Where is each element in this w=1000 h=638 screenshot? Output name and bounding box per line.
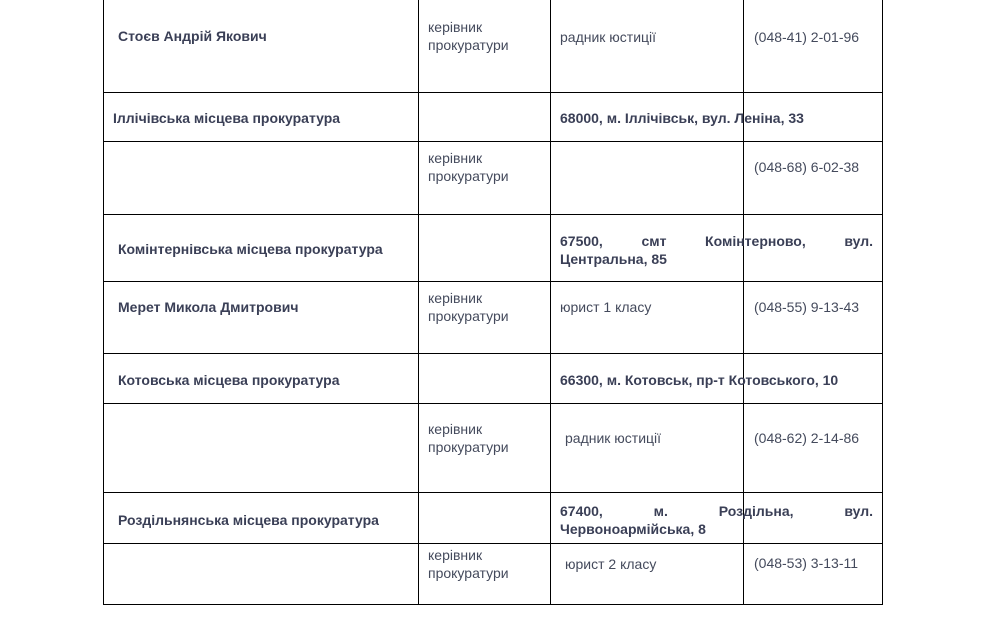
row-divider [103,214,883,215]
office-address-line2: Центральна, 85 [560,251,667,267]
person-name: Стоєв Андрій Якович [118,28,267,44]
position-title: керівник прокуратури [428,19,509,53]
row-divider [103,403,883,404]
office-address: 68000, м. Іллічівськ, вул. Леніна, 33 [560,110,804,126]
phone-number: (048-55) 9-13-43 [754,299,860,315]
row-divider [103,543,883,544]
office-name: Роздільнянська місцева прокуратура [118,512,379,528]
position-title: керівник прокуратури [428,421,509,455]
row-divider [103,353,883,354]
position-title: керівник прокуратури [428,290,509,324]
person-name: Мерет Микола Дмитрович [118,299,299,315]
rank: радник юстиції [560,29,657,45]
row-divider [103,492,883,493]
office-address-line1: 67500, смт Комінтерново, вул. [560,233,873,249]
phone-number: (048-41) 2-01-96 [754,29,860,45]
rank: юрист 2 класу [565,556,657,572]
office-address-line1: 67400, м. Роздільна, вул. [560,503,873,519]
rank: радник юстиції [565,430,662,446]
phone-number: (048-68) 6-02-38 [754,159,860,175]
phone-number: (048-62) 2-14-86 [754,430,860,446]
prosecutors-table [103,0,883,605]
office-address-line2: Червоноармійська, 8 [560,521,706,537]
office-address: 66300, м. Котовськ, пр-т Котовського, 10 [560,372,839,388]
column-divider-2 [550,0,551,605]
office-name: Комінтернівська місцева прокуратура [118,241,383,257]
table-border-right [882,0,883,605]
position-title: керівник прокуратури [428,150,509,184]
column-divider-1 [418,0,419,605]
row-divider [103,281,883,282]
office-name: Іллічівська місцева прокуратура [113,110,341,126]
office-name: Котовська місцева прокуратура [118,372,340,388]
row-divider [103,92,883,93]
position-title: керівник прокуратури [428,547,509,581]
phone-number: (048-53) 3-13-11 [754,555,859,571]
rank: юрист 1 класу [560,299,652,315]
row-divider [103,141,883,142]
table-border-bottom [103,604,883,605]
table-border-left [103,0,104,605]
